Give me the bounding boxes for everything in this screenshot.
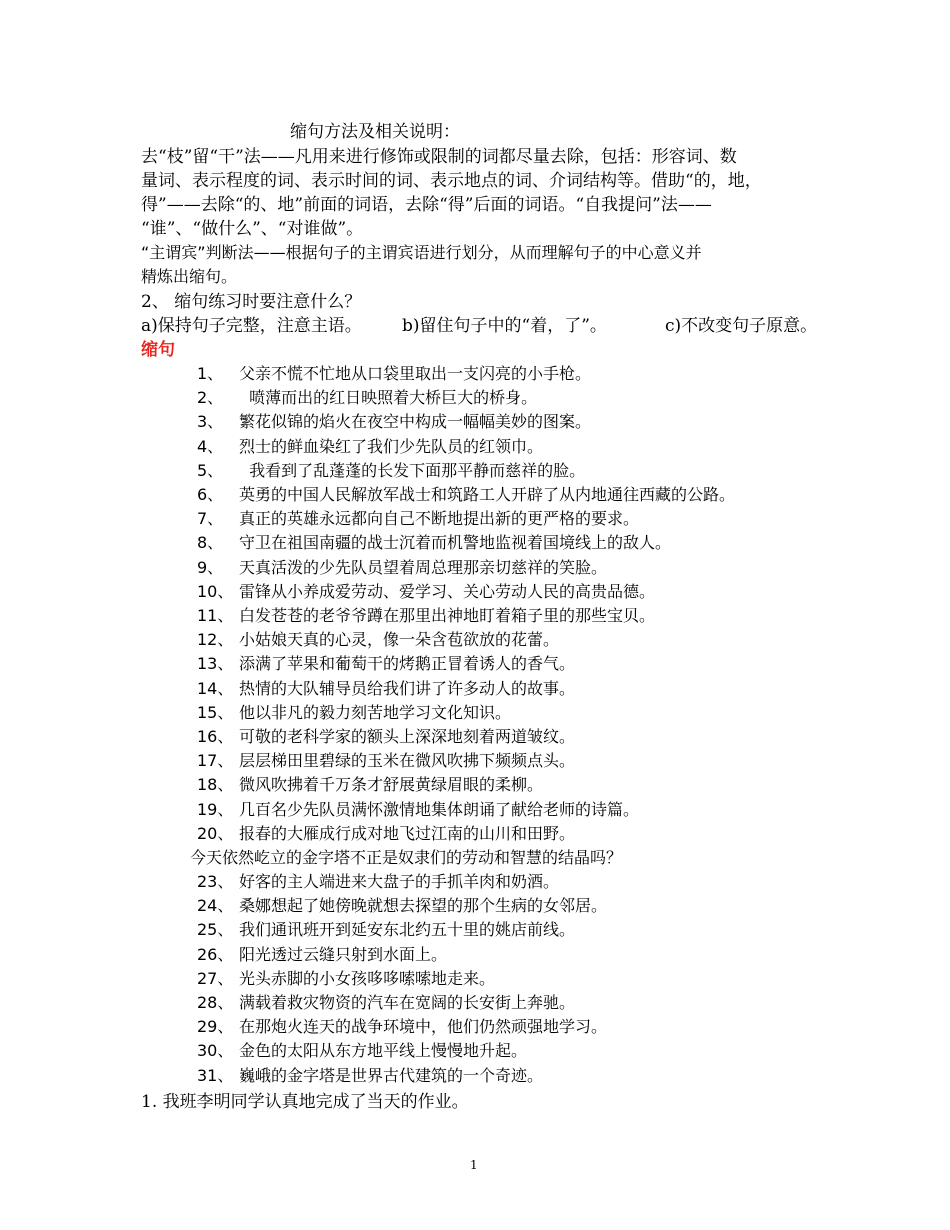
list-item <box>197 386 537 410</box>
item-text: 层层梯田里碧绿的玉米在微风吹拂下频频点头。 <box>239 751 576 771</box>
item-text: 好客的主人端进来大盘子的手抓羊肉和奶酒。 <box>239 872 560 891</box>
item-text: 金色的太阳从东方地平线上慢慢地升起。 <box>239 1041 528 1061</box>
list-item <box>197 822 575 846</box>
list-item <box>197 677 575 701</box>
list-item <box>197 556 607 580</box>
item-text: 英勇的中国人民解放军战士和筑路工人开辟了从内地通往西藏的公路。 <box>239 485 736 504</box>
intro-line-5: “主谓宾”判断法——根据句子的主谓宾语进行划分，从而理解句子的中心意义并 <box>141 243 702 262</box>
item-text: 他以非凡的毅力刻苦地学习文化知识。 <box>239 702 512 722</box>
item-text: 巍峨的金字塔是世界古代建筑的一个奇迹。 <box>239 1065 544 1085</box>
item-number: 18、 <box>197 775 234 795</box>
item-text: 繁花似锦的焰火在夜空中构成一幅幅美妙的图案。 <box>239 412 592 432</box>
item-text: 桑娜想起了她傍晚就想去探望的那个生病的女邻居。 <box>239 896 608 916</box>
item-number: 23、 <box>197 872 234 891</box>
list-item <box>197 435 543 459</box>
final-line: 1. 我班李明同学认真地完成了当天的作业。 <box>141 1092 469 1112</box>
list-item <box>197 1064 543 1088</box>
section-title: 缩句 <box>141 340 175 360</box>
item-number: 17、 <box>197 751 234 771</box>
list-item <box>197 894 607 918</box>
intro-line-3: 得”——去除“的、地”前面的词语，去除“得”后面的词语。“自我提问”法—— <box>141 195 712 215</box>
item-number: 8、 <box>197 533 224 553</box>
intro-line-1: 去“枝”留“干”法——凡用来进行修饰或限制的词都尽量去除，包括：形容词、数 <box>141 147 737 167</box>
option-a: a)保持句子完整，注意主语。 <box>141 316 362 336</box>
item-text: 微风吹拂着千万条才舒展黄绿眉眼的柔柳。 <box>239 775 544 795</box>
list-item <box>197 362 591 386</box>
list-item <box>197 773 543 797</box>
item-text: 热情的大队辅导员给我们讲了许多动人的故事。 <box>239 678 576 698</box>
item-number: 19、 <box>197 799 234 819</box>
item-text: 添满了苹果和葡萄干的烤鹅正冒着诱人的香气。 <box>239 654 576 674</box>
list-item <box>197 967 495 991</box>
list-item <box>197 749 575 773</box>
item-number: 16、 <box>197 727 234 746</box>
item-text: 报春的大雁成行成对地飞过江南的山川和田野。 <box>239 823 576 843</box>
item-number: 15、 <box>197 702 234 722</box>
page-title: 缩句方法及相关说明： <box>290 122 460 142</box>
item-text: 在那炮火连天的战争环境中，他们仍然顽强地学习。 <box>239 1017 608 1037</box>
list-item <box>197 1015 607 1039</box>
intro-question: 2、 缩句练习时要注意什么？ <box>141 292 362 312</box>
option-b: b)留住句子中的“着，了”。 <box>402 316 607 336</box>
item-number: 10、 <box>197 581 234 601</box>
list-item <box>197 652 575 676</box>
item-number: 2、 <box>197 388 224 408</box>
item-text: 白发苍苍的老爷爷蹲在那里出神地盯着箱子里的那些宝贝。 <box>239 606 656 625</box>
item-number: 11、 <box>197 606 234 625</box>
intro-line-2: 量词、表示程度的词、表示时间的词、表示地点的词、介词结构等。借助“的，地， <box>141 171 762 191</box>
item-text: 喷薄而出的红日映照着大桥巨大的桥身。 <box>239 388 538 408</box>
item-text: 光头赤脚的小女孩哆哆嗦嗦地走来。 <box>239 968 496 988</box>
list-item <box>197 507 639 531</box>
item-text: 小姑娘天真的心灵，像一朵含苞欲放的花蕾。 <box>239 630 560 650</box>
item-number: 9、 <box>197 557 224 577</box>
list-item <box>197 410 591 434</box>
list-item <box>197 991 575 1015</box>
question-line: 今天依然屹立的金字塔不正是奴隶们的劳动和智慧的结晶吗？ <box>190 848 623 867</box>
intro-line-6: 精炼出缩句。 <box>141 267 238 286</box>
item-number: 7、 <box>197 509 224 529</box>
item-text: 满载着救灾物资的汽车在宽阔的长安街上奔驰。 <box>239 993 576 1012</box>
item-text: 守卫在祖国南疆的战士沉着而机警地监视着国境线上的敌人。 <box>239 533 672 553</box>
item-text: 父亲不慌不忙地从口袋里取出一支闪亮的小手枪。 <box>239 364 592 383</box>
list-item <box>197 604 655 628</box>
item-number: 30、 <box>197 1041 234 1061</box>
item-text: 真正的英雄永远都向自己不断地提出新的更严格的要求。 <box>239 509 640 529</box>
item-number: 14、 <box>197 678 234 698</box>
list-item <box>197 459 585 483</box>
item-number: 25、 <box>197 920 234 940</box>
list-item <box>197 628 559 652</box>
item-text: 我看到了乱蓬蓬的长发下面那平静而慈祥的脸。 <box>239 460 586 480</box>
item-number: 12、 <box>197 630 234 650</box>
item-number: 4、 <box>197 436 224 456</box>
item-text: 可敬的老科学家的额头上深深地刻着两道皱纹。 <box>239 727 576 746</box>
list-item <box>197 918 575 942</box>
item-text: 雷锋从小养成爱劳动、爱学习、关心劳动人民的高贵品德。 <box>239 581 656 601</box>
item-number: 27、 <box>197 968 234 988</box>
item-number: 29、 <box>197 1017 234 1037</box>
item-text: 几百名少先队员满怀激情地集体朗诵了献给老师的诗篇。 <box>239 799 640 819</box>
item-text: 天真活泼的少先队员望着周总理那亲切慈祥的笑脸。 <box>239 557 608 577</box>
list-item <box>197 483 735 507</box>
option-c: c)不改变句子原意。 <box>665 316 818 336</box>
item-number: 3、 <box>197 412 224 432</box>
item-number: 1、 <box>197 364 224 383</box>
list-item <box>197 1039 527 1063</box>
page-number: 1 <box>470 1158 478 1172</box>
list-item <box>197 580 655 604</box>
item-number: 13、 <box>197 654 234 674</box>
list-item <box>197 701 511 725</box>
list-item <box>197 725 575 749</box>
item-number: 28、 <box>197 993 234 1012</box>
item-number: 24、 <box>197 896 234 916</box>
list-item <box>197 943 447 967</box>
list-item <box>197 531 671 555</box>
item-number: 20、 <box>197 823 234 843</box>
item-text: 我们通讯班开到延安东北约五十里的姚店前线。 <box>239 920 576 940</box>
item-number: 26、 <box>197 944 234 964</box>
item-number: 5、 <box>197 460 224 480</box>
intro-line-4: “谁”、“做什么”、“对谁做”。 <box>141 219 364 239</box>
item-text: 烈士的鲜血染红了我们少先队员的红领巾。 <box>239 436 544 456</box>
list-item <box>197 798 639 822</box>
item-text: 阳光透过云缝只射到水面上。 <box>239 944 448 964</box>
list-item <box>197 870 559 894</box>
item-number: 6、 <box>197 485 224 504</box>
item-number: 31、 <box>197 1065 234 1085</box>
